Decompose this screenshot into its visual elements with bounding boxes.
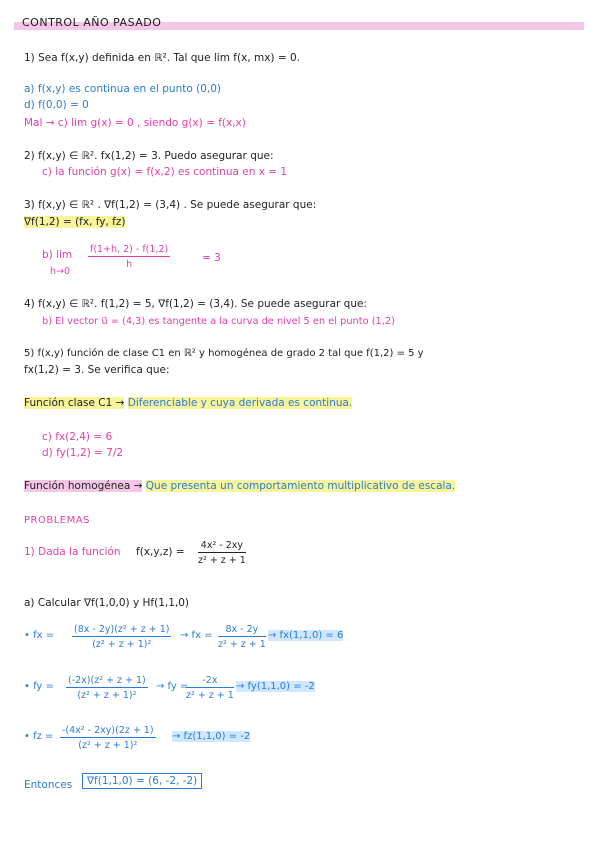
fy-derivative-fraction [66,675,148,701]
fy-denominator: (z² + z + 1)² [77,690,137,701]
fx-simplified-denominator: z² + z + 1 [218,639,266,650]
fz-denominator: (z² + z + 1)² [78,740,138,751]
fz-label: • fz = [24,731,54,742]
gradient-result-box: ∇f(1,1,0) = (6, -2, -2) [82,773,202,789]
fy-result: → fy(1,1,0) = -2 [236,681,315,692]
fz-numerator: -(4x² - 2xy)(2z + 1) [62,725,154,736]
q5-stem-line2: fx(1,2) = 3. Se verifica que: [24,364,170,376]
c1-definition-text: Diferenciable y cuya derivada es continua. [127,397,353,409]
fy-simplified-denominator: z² + z + 1 [186,690,234,701]
q4-stem: 4) f(x,y) ∈ ℝ². f(1,2) = 5, ∇f(1,2) = (3,4). Se puede asegurar que: [24,298,367,310]
q3-limit-subscript: h→0 [50,266,71,277]
homogeneous-definition-text: Que presenta un comportamiento multiplicativo de escala. [145,480,456,492]
q3-option-b-lim: b) lim [42,249,73,261]
fx-numerator: (8x - 2y)(z² + z + 1) [74,624,170,635]
page-title: CONTROL AÑO PASADO [22,16,162,29]
q2-option-c: c) la función g(x) = f(x,2) es continua en x = 1 [42,166,288,178]
conclusion-label: Entonces [24,779,73,791]
q3-quotient-denominator: h [126,259,133,270]
q2-stem: 2) f(x,y) ∈ ℝ². fx(1,2) = 3. Puedo asegurar que: [24,150,274,162]
q4-option-b: b) El vector u⃗ = (4,3) es tangente a la curva de nivel 5 en el punto (1,2) [42,316,395,327]
c1-definition [24,397,352,409]
problems-heading: PROBLEMAS [24,515,90,526]
fy-simplified-numerator: -2x [186,675,234,688]
q1-option-d: d) f(0,0) = 0 [24,99,89,111]
q1-wrong-note: Mal → c) lim g(x) = 0 , siendo g(x) = f(x,x) [24,117,246,129]
fy-numerator: (-2x)(z² + z + 1) [68,675,146,686]
homogeneous-definition-label: Función homogénea → [24,480,143,492]
q3-stem: 3) f(x,y) ∈ ℝ² . ∇f(1,2) = (3,4) . Se puede asegurar que: [24,199,317,211]
q5-stem-line1: 5) f(x,y) función de clase C1 en ℝ² y homogénea de grado 2 tal que f(1,2) = 5 y [24,348,424,359]
q5-option-d: d) fy(1,2) = 7/2 [42,447,124,459]
fx-simplified-numerator: 8x - 2y [218,624,266,637]
problem1-function-fraction [198,540,246,566]
fy-label: • fy = [24,681,54,692]
problem1-number: 1) Dada la función [24,546,121,558]
problem1-function-lhs: f(x,y,z) = [136,546,185,558]
problem1-function-denominator: z² + z + 1 [198,555,246,566]
problem1-function-numerator: 4x² - 2xy [198,540,246,553]
fx-result: → fx(1,1,0) = 6 [268,630,344,641]
q1-stem: 1) Sea f(x,y) definida en ℝ². Tal que lim f(x, mx) = 0. [24,52,300,64]
fz-derivative-fraction [60,725,156,751]
fy-simplify-arrow: → fy = [156,681,189,692]
fy-simplified-fraction [186,675,234,701]
fz-result: → fz(1,1,0) = -2 [172,731,251,742]
q1-option-a: a) f(x,y) es continua en el punto (0,0) [24,83,222,95]
fx-label: • fx = [24,630,55,641]
q3-difference-quotient [88,244,170,270]
homogeneous-definition [24,480,455,492]
c1-definition-label: Función clase C1 → [24,397,125,409]
fx-simplify-arrow: → fx = [180,630,213,641]
q3-limit-result: = 3 [202,252,221,264]
q3-gradient-note: ∇f(1,2) = (fx, fy, fz) [24,216,126,228]
problem1-lead [24,546,121,558]
q5-option-c: c) fx(2,4) = 6 [42,431,113,443]
fx-derivative-fraction [72,624,171,650]
fx-simplified-fraction [218,624,266,650]
q3-quotient-numerator: f(1+h, 2) - f(1,2) [90,244,169,255]
problem1-part-a: a) Calcular ∇f(1,0,0) y Hf(1,1,0) [24,597,190,609]
fx-denominator: (z² + z + 1)² [92,639,152,650]
